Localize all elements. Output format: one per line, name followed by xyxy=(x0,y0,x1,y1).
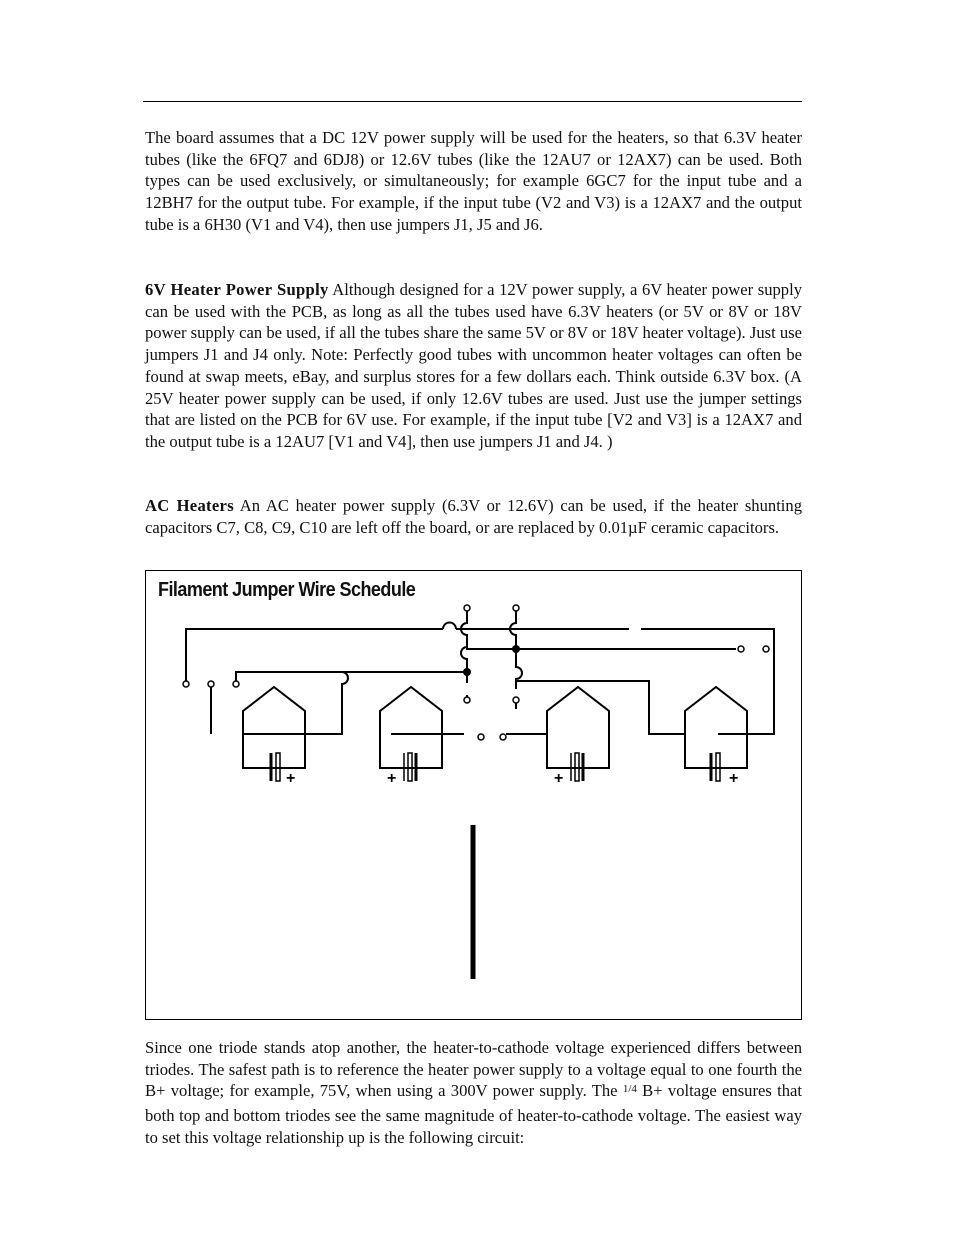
tube-v3-outline xyxy=(547,687,609,768)
tube-v1-outline xyxy=(243,687,305,768)
terminal xyxy=(478,734,484,740)
jumper-column-left xyxy=(461,611,467,703)
paragraph-6v-body: Although designed for a 12V power supply, a 6V heater power supply can be used with the PCB, as long as all the tubes used have 6.3V heaters (or 5V or 8V or 18V power supply can be used, if all the tubes share the same 5V or 8V or 18V heater voltage). Just use jumpers J1 and J4 only. Note: Perfectly good tubes with uncommon heater voltages can often be found at swap meets, eBay, and surplus stores for a few dollars each. Think outside 6.3V box. (A 25V heater power supply can be used, if only 12.6V tubes are used. Just use the jumper settings that are listed on the PCB for 6V use. For example, if the input tube [V2 and V3] is a 12AX7 and the output tube is a 12AU7 [V1 and V4], then use jumpers J1 and J4. ) xyxy=(145,280,802,451)
terminal xyxy=(183,681,189,687)
header-rule xyxy=(143,101,802,102)
filament-jumper-figure xyxy=(145,570,802,1020)
wire-right-bus xyxy=(516,681,684,734)
terminal xyxy=(738,646,744,652)
fraction-one-fourth: 1/4 xyxy=(622,1083,637,1096)
paragraph-heater-cathode-b: B+ voltage ensures that both top and bottom triodes see the same magnitude of heater-to-cathode voltage. The easiest way to set this voltage relationship up is the following circuit: xyxy=(145,1081,802,1147)
jumper-schematic xyxy=(146,571,803,1021)
terminal xyxy=(763,646,769,652)
terminal xyxy=(233,681,239,687)
plus-sign-v2: + xyxy=(387,770,397,787)
terminal xyxy=(513,605,519,611)
terminal xyxy=(464,605,470,611)
terminal xyxy=(513,697,519,703)
paragraph-heater-cathode-a: Since one triode stands atop another, the heater-to-cathode voltage experienced differs between triodes. The safest path is to reference the heater power supply to a voltage equal to one fourth the B+ voltage; for example, 75V, when using a 300V power supply. The xyxy=(145,1038,802,1101)
paragraph-ac-body: An AC heater power supply (6.3V or 12.6V) can be used, if the heater shunting capacitors C7, C8, C9, C10 are left off the board, or are replaced by 0.01µF ceramic capacitors. xyxy=(145,496,803,537)
paragraph-heater-cathode xyxy=(145,1037,802,1149)
paragraph-6v-heater-supply xyxy=(145,279,802,453)
jumper-column-right xyxy=(510,611,522,709)
terminal xyxy=(500,734,506,740)
paragraph-dc-12v-supply: The board assumes that a DC 12V power supply will be used for the heaters, so that 6.3V heater tubes (like the 6FQ7 and 6DJ8) or 12.6V tubes (like the 12AU7 or 12AX7) can be used. Both types can be used exclusively, or simultaneously; for example 6GC7 for the input tube and a 12BH7 for the output tube. For example, if the input tube (V2 and V3) is a 12AX7 and the output tube is a 6H30 (V1 and V4), then use jumpers J1, J5 and J6. xyxy=(145,128,802,234)
plus-sign-v1: + xyxy=(286,770,296,787)
wire-crossover-1 xyxy=(443,623,456,630)
figure-title: Filament Jumper Wire Schedule xyxy=(158,579,416,601)
paragraph-ac-heaters xyxy=(145,495,802,538)
heading-6v-heater-power-supply: 6V Heater Power Supply xyxy=(145,280,329,299)
terminal xyxy=(208,681,214,687)
terminal xyxy=(464,697,470,703)
plus-sign-v4: + xyxy=(729,770,739,787)
tube-v2-outline xyxy=(380,687,442,768)
heading-ac-heaters: AC Heaters xyxy=(145,496,234,515)
plus-sign-v3: + xyxy=(554,770,564,787)
